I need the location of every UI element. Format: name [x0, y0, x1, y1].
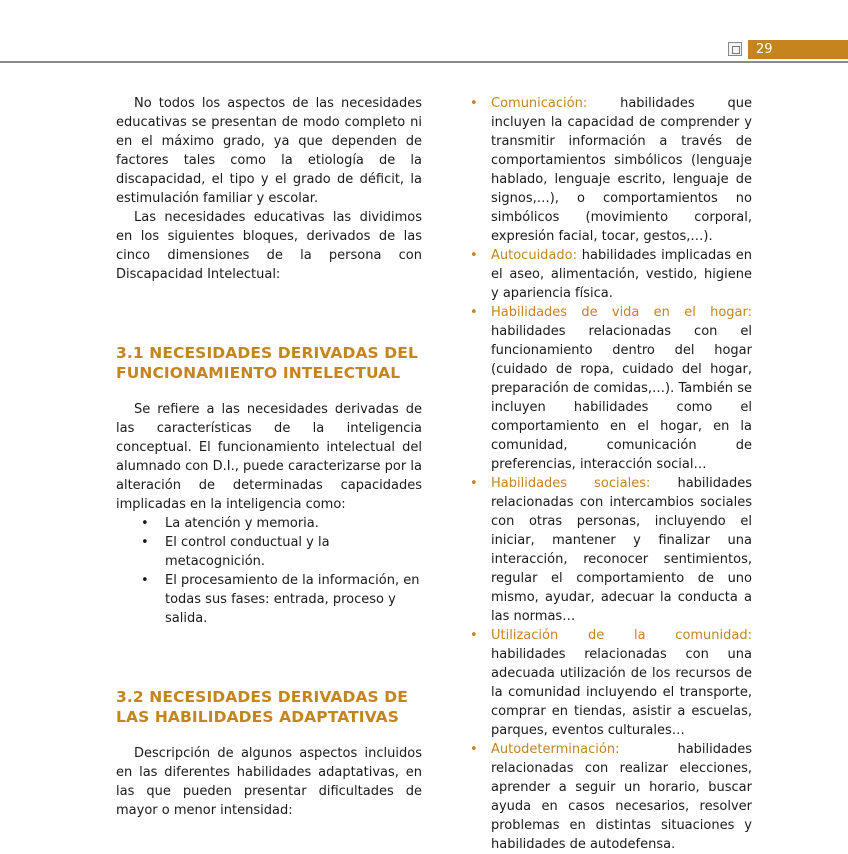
intro-paragraph-1: No todos los aspectos de las necesidades educativas se presentan de modo completo ni en el máximo grado, ya que dependen de factores tales como la etiología de la discapacidad, el tipo y el grado de déficit, la estimulación familiar y escolar.	[116, 96, 422, 206]
section-heading-3-1: 3.1 NECESIDADES DERIVADAS DEL FUNCIONAMIENTO INTELECTUAL	[116, 344, 418, 382]
list-item	[470, 626, 752, 740]
left-column	[116, 94, 422, 820]
list-item: • El procesamiento de la información, en todas sus fases: entrada, proceso y salida.	[116, 571, 422, 628]
intro-paragraph-2: Las necesidades educativas las dividimos en los siguientes bloques, derivados de las cinco dimensiones de la persona con Discapacidad Intelectual:	[116, 210, 422, 282]
section-heading-3-2: 3.2 NECESIDADES DERIVADAS DE LAS HABILIDADES ADAPTATIVAS	[116, 688, 408, 726]
right-column	[470, 94, 752, 854]
page-number-tab	[748, 40, 848, 59]
item-term: Utilización de la comunidad:	[491, 628, 752, 643]
adaptive-skills-list	[470, 94, 752, 854]
item-text: habilidades relacionadas con una adecuada utilización de los recursos de la comunidad incluyendo el transporte, comprar en tiendas, asistir a escuelas, parques, eventos culturales…	[491, 647, 752, 738]
section-3-2-paragraph: Descripción de algunos aspectos incluidos en las diferentes habilidades adaptativas, en las que pueden presentar dificultades de mayor o menor intensidad:	[116, 746, 422, 818]
item-text: habilidades que incluyen la capacidad de comprender y transmitir información a través de comportamientos simbólicos (lenguaje hablado, lenguaje escrito, lenguaje de signos,…), o comportamientos no simbólicos (movimiento corporal, expresión facial, tocar, gestos,…).	[491, 96, 752, 244]
item-text: habilidades relacionadas con el funcionamiento dentro del hogar (cuidado de ropa, cuidado del hogar, preparación de comidas,…). También se incluyen habilidades como el comportamiento en el hogar, en la comunidad, comunicación de preferencias, interacción social…	[491, 324, 752, 472]
list-item	[470, 740, 752, 854]
list-item	[470, 246, 752, 303]
list-item	[470, 474, 752, 626]
list-item	[470, 303, 752, 474]
item-text: habilidades implicadas en el aseo, alimentación, vestido, higiene y apariencia física.	[491, 248, 752, 301]
list-item: • El control conductual y la metacognición.	[116, 533, 422, 571]
list-item	[470, 94, 752, 246]
header-rule	[0, 61, 848, 63]
section-3-1-list	[116, 514, 422, 628]
item-term: Autocuidado:	[491, 248, 577, 263]
item-term: Habilidades de vida en el hogar:	[491, 305, 752, 320]
list-item: • La atención y memoria.	[116, 514, 422, 533]
item-term: Autodeterminación:	[491, 742, 620, 757]
item-term: Habilidades sociales:	[491, 476, 651, 491]
section-3-1-paragraph: Se refiere a las necesidades derivadas de las características de la inteligencia conceptual. El funcionamiento intelectual del alumnado con D.I., puede caracterizarse por la alteración de determinadas capacidades implicadas en la inteligencia como:	[116, 402, 422, 512]
page-icon	[728, 42, 742, 56]
item-text: habilidades relacionadas con intercambios sociales con otras personas, incluyendo el iniciar, mantener y finalizar una interacción, reconocer sentimientos, regular el comportamiento de uno mismo, ayudar, adecuar la conducta a las normas…	[491, 476, 752, 624]
page-number: 29	[756, 42, 773, 57]
item-text: habilidades relacionadas con realizar elecciones, aprender a seguir un horario, buscar ayuda en casos necesarios, resolver problemas en distintas situaciones y habilidades de autodefensa.	[491, 742, 752, 852]
item-term: Comunicación:	[491, 96, 588, 111]
